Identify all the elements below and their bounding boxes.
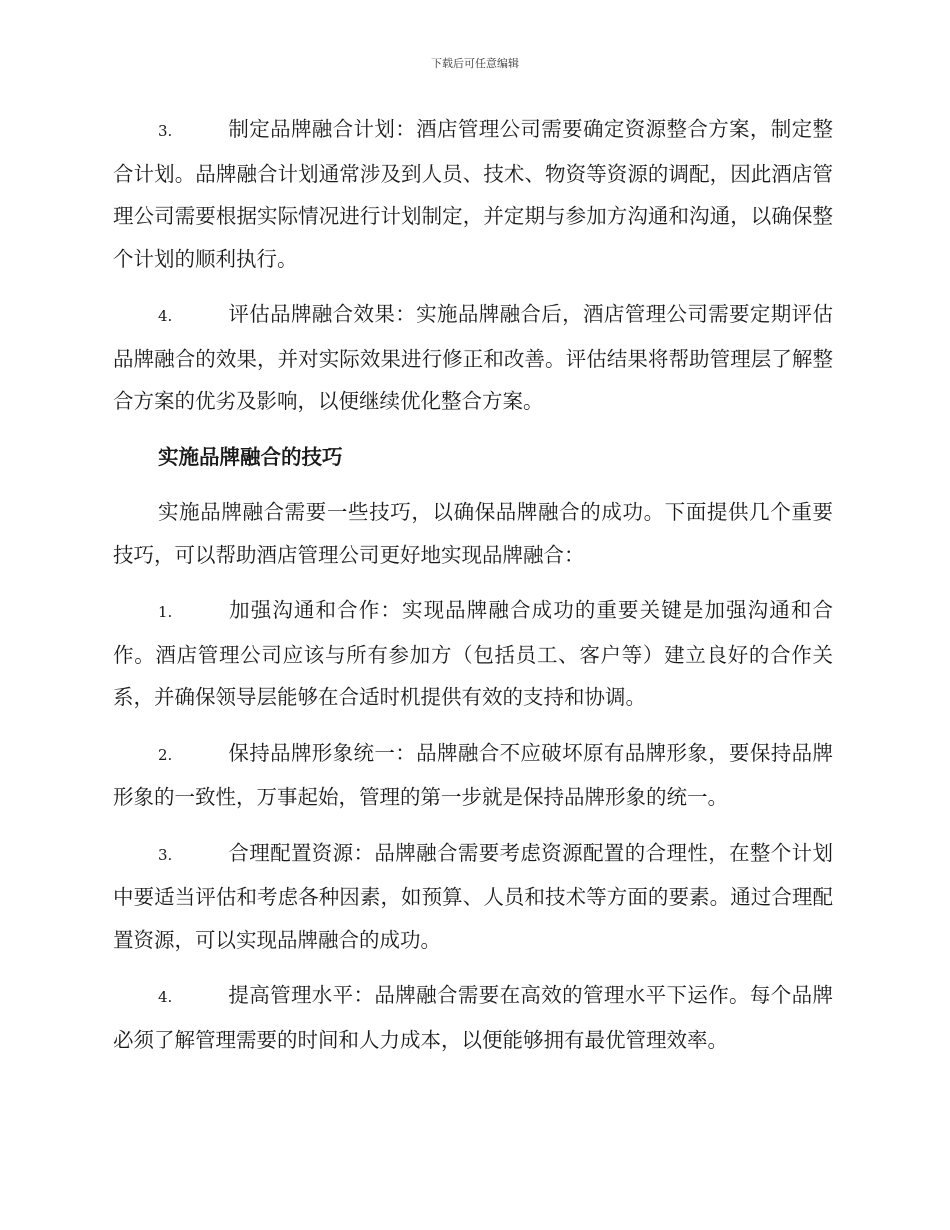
item-text: 制定品牌融合计划：酒店管理公司需要确定资源整合方案，制定整合计划。品牌融合计划通常涉及到人员、技术、物资等资源的调配，因此酒店管理公司需要根据实际情况进行计划制定，并定期与参加方沟通和沟通，以确保整个计划的顺利执行。	[113, 117, 833, 271]
list-item	[113, 108, 833, 280]
intro-text: 实施品牌融合需要一些技巧，以确保品牌融合的成功。下面提供几个重要技巧，可以帮助酒店管理公司更好地实现品牌融合：	[113, 500, 833, 567]
item-number: 4.	[158, 307, 173, 325]
list-item	[113, 832, 833, 962]
item-number: 1.	[158, 603, 173, 621]
item-text: 评估品牌融合效果：实施品牌融合后，酒店管理公司需要定期评估品牌融合的效果，并对实际效果进行修正和改善。评估结果将帮助管理层了解整合方案的优劣及影响，以便继续优化整合方案。	[113, 302, 833, 413]
item-text: 合理配置资源：品牌融合需要考虑资源配置的合理性，在整个计划中要适当评估和考虑各种因素，如预算、人员和技术等方面的要素。通过合理配置资源，可以实现品牌融合的成功。	[113, 840, 833, 952]
item-text: 保持品牌形象统一：品牌融合不应破坏原有品牌形象，要保持品牌形象的一致性，万事起始，管理的第一步就是保持品牌形象的统一。	[113, 740, 833, 809]
item-number: 4.	[158, 988, 173, 1006]
list-item	[113, 293, 833, 423]
list-item	[113, 589, 833, 719]
item-number: 3.	[158, 122, 173, 140]
list-item	[113, 974, 833, 1061]
item-text: 加强沟通和合作：实现品牌融合成功的重要关键是加强沟通和合作。酒店管理公司应该与所有参加方（包括员工、客户等）建立良好的合作关系，并确保领导层能够在合适时机提供有效的支持和协调。	[113, 598, 833, 709]
item-text: 提高管理水平：品牌融合需要在高效的管理水平下运作。每个品牌必须了解管理需要的时间和人力成本，以便能够拥有最优管理效率。	[113, 983, 833, 1052]
header-note: 下载后可任意编辑	[431, 57, 519, 70]
intro-paragraph	[113, 491, 833, 576]
item-number: 2.	[158, 745, 173, 764]
list-item	[113, 732, 833, 819]
document-body	[113, 108, 833, 1074]
item-number: 3.	[158, 845, 173, 864]
section-heading: 实施品牌融合的技巧	[158, 444, 343, 469]
